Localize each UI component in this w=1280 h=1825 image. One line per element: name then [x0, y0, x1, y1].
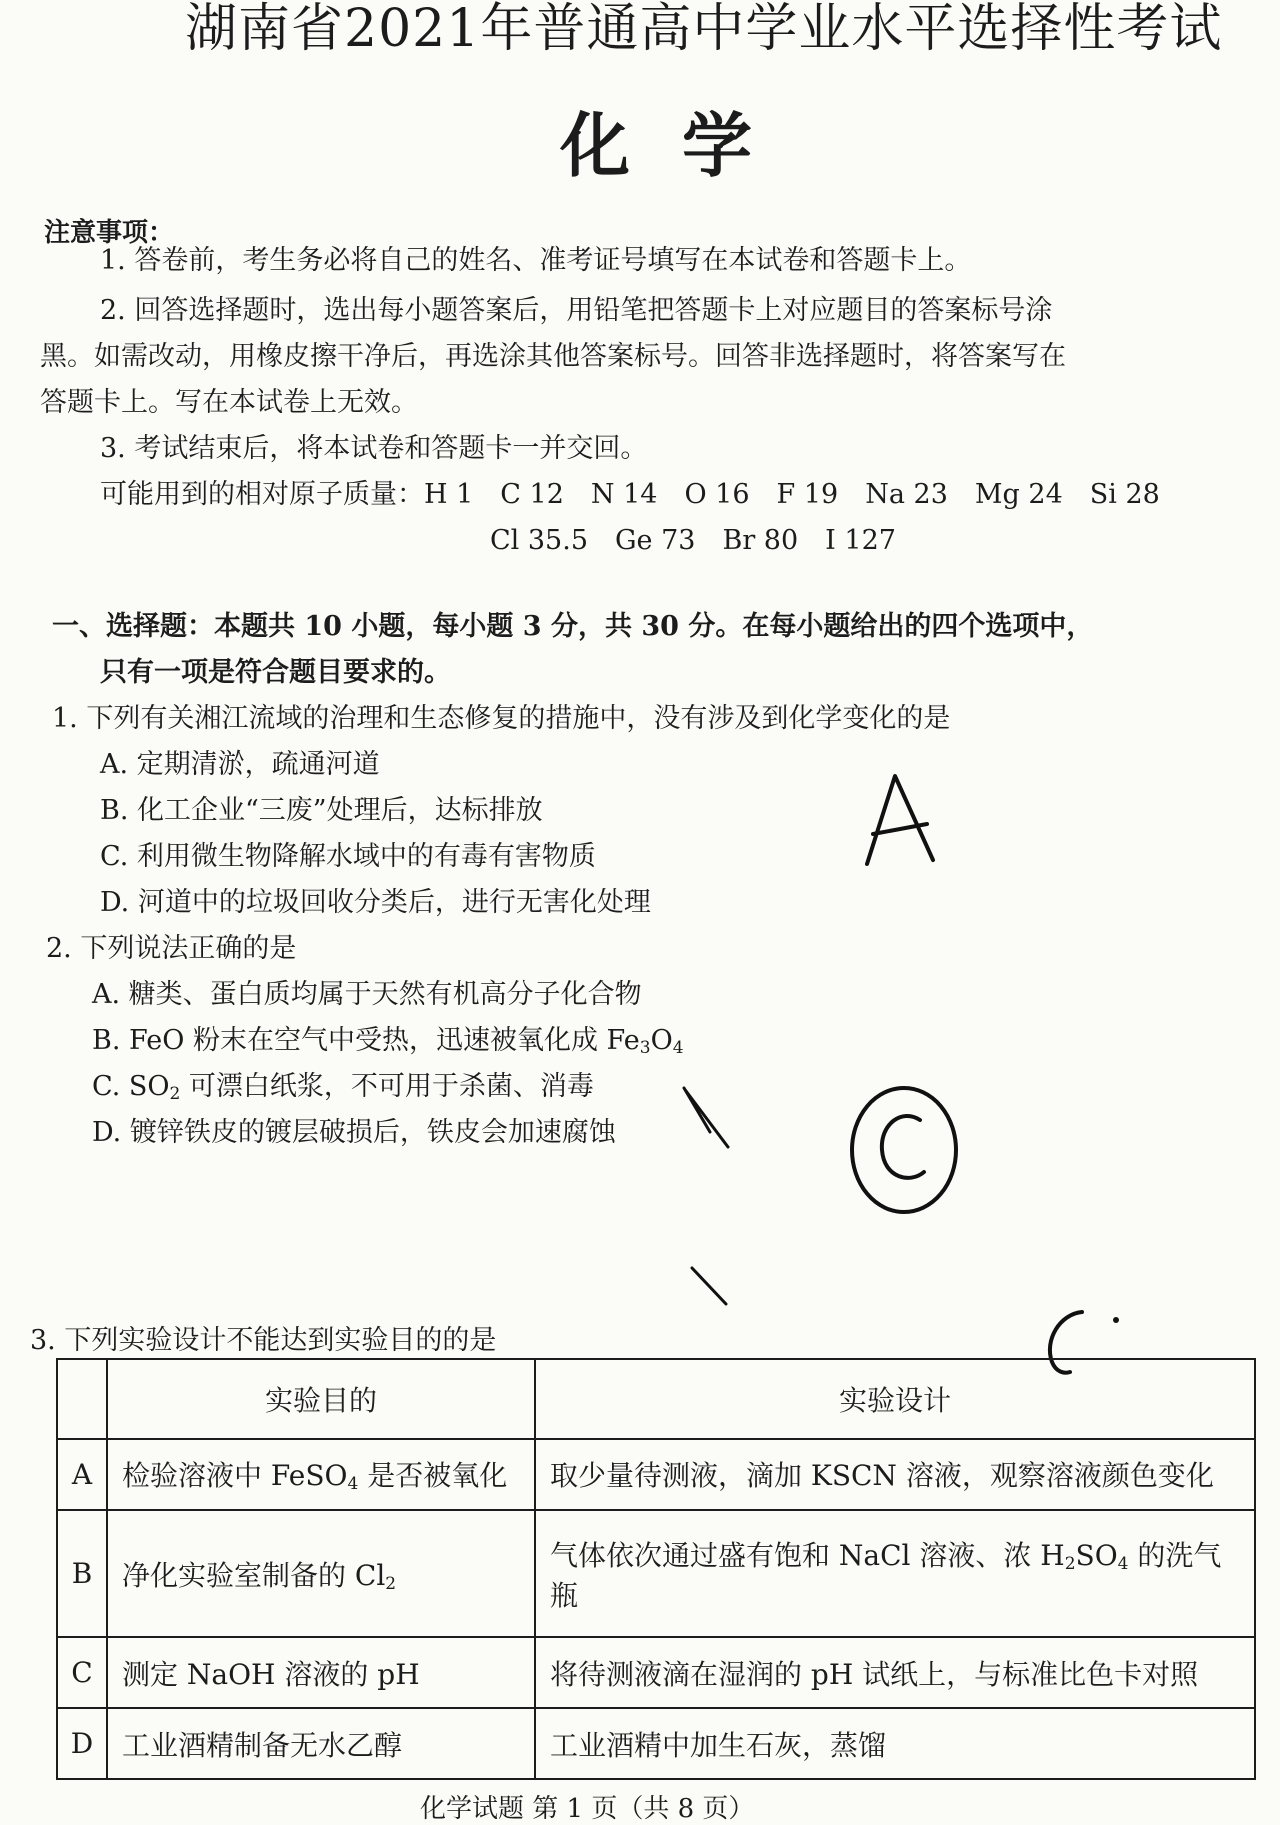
notice-heading: 注意事项： [44, 218, 175, 248]
experiment-table [56, 1358, 1256, 1780]
q1-option-a: A. 定期清淤，疏通河道 [100, 749, 380, 780]
row-key: D [57, 1708, 107, 1779]
table-header-key [57, 1359, 107, 1439]
exam-title: 湖南省2021年普通高中学业水平选择性考试 [185, 0, 1223, 59]
row-design-mid: SO [1075, 1538, 1118, 1572]
handwritten-slash [686, 1262, 736, 1312]
q2-option-c-pre: C. SO [92, 1071, 170, 1102]
notice-item-2-line-1: 2. 回答选择题时，选出每小题答案后，用铅笔把答题卡上对应题目的答案标号涂 [100, 295, 1053, 326]
table-row [57, 1708, 1255, 1779]
q2-option-b-mid: O [650, 1025, 673, 1056]
page-footer: 化学试题 第 1 页（共 8 页） [420, 1794, 755, 1824]
q2-option-b-pre: B. FeO 粉末在空气中受热，迅速被氧化成 Fe [92, 1025, 640, 1056]
handwritten-answer-a [855, 768, 965, 878]
row-design: 取少量待测液，滴加 KSCN 溶液，观察溶液颜色变化 [535, 1439, 1255, 1510]
row-purpose-sub: 4 [347, 1474, 359, 1495]
section-1-heading-line-2: 只有一项是符合题目要求的。 [100, 657, 451, 688]
q1-option-c: C. 利用微生物降解水域中的有毒有害物质 [100, 841, 596, 872]
atomic-masses-line-2: Cl 35.5 Ge 73 Br 80 I 127 [490, 525, 896, 556]
q2-option-a: A. 糖类、蛋白质均属于天然有机高分子化合物 [92, 979, 642, 1010]
row-purpose-sub: 2 [385, 1573, 397, 1594]
row-key: A [57, 1439, 107, 1510]
row-design-post: 的洗气瓶 [550, 1538, 1222, 1612]
section-1-heading-line-1: 一、选择题：本题共 10 小题，每小题 3 分，共 30 分。在每小题给出的四个选项中， [52, 611, 1094, 642]
q2-option-b-sub-2: 4 [672, 1038, 684, 1058]
q2-option-b-sub-1: 3 [639, 1038, 651, 1058]
q1-stem: 1. 下列有关湘江流域的治理和生态修复的措施中，没有涉及到化学变化的是 [52, 703, 951, 734]
table-header-row [57, 1359, 1255, 1439]
row-purpose [107, 1439, 535, 1510]
q2-option-b [92, 1018, 684, 1058]
row-design: 将待测液滴在湿润的 pH 试纸上，与标准比色卡对照 [535, 1637, 1255, 1708]
q2-option-c-post: 可漂白纸浆，不可用于杀菌、消毒 [180, 1071, 594, 1102]
q1-option-b: B. 化工企业“三废”处理后，达标排放 [100, 795, 543, 826]
row-purpose-pre: 净化实验室制备的 Cl [122, 1558, 386, 1592]
row-purpose-pre: 检验溶液中 FeSO [122, 1459, 348, 1493]
notice-item-1: 1. 答卷前，考生务必将自己的姓名、准考证号填写在本试卷和答题卡上。 [100, 245, 972, 276]
q2-option-d: D. 镀锌铁皮的镀层破损后，铁皮会加速腐蚀 [92, 1117, 616, 1148]
row-key: B [57, 1510, 107, 1638]
row-key: C [57, 1637, 107, 1708]
table-row [57, 1439, 1255, 1510]
row-purpose-post: 是否被氧化 [358, 1459, 508, 1493]
row-design-pre: 气体依次通过盛有饱和 NaCl 溶液、浓 H [550, 1538, 1065, 1572]
handwritten-stroke [680, 1085, 740, 1155]
row-design-sub-1: 2 [1064, 1553, 1076, 1574]
row-purpose: 工业酒精制备无水乙醇 [107, 1708, 535, 1779]
q1-option-d: D. 河道中的垃圾回收分类后，进行无害化处理 [100, 887, 651, 918]
row-design: 工业酒精中加生石灰，蒸馏 [535, 1708, 1255, 1779]
row-purpose: 测定 NaOH 溶液的 pH [107, 1637, 535, 1708]
table-header-purpose: 实验目的 [107, 1359, 535, 1439]
notice-item-2-line-2: 黑。如需改动，用橡皮擦干净后，再选涂其他答案标号。回答非选择题时，将答案写在 [40, 341, 1066, 372]
subject-title: 化学 [560, 104, 804, 187]
q3-stem: 3. 下列实验设计不能达到实验目的的是 [30, 1325, 497, 1356]
row-design [535, 1510, 1255, 1638]
table-row [57, 1510, 1255, 1638]
table-row [57, 1637, 1255, 1708]
q2-option-c-sub: 2 [169, 1084, 181, 1104]
notice-item-3: 3. 考试结束后，将本试卷和答题卡一并交回。 [100, 433, 648, 464]
table-header-design: 实验设计 [535, 1359, 1255, 1439]
atomic-masses-line-1: 可能用到的相对原子质量：H 1 C 12 N 14 O 16 F 19 Na 23 Mg 24 Si 28 [100, 479, 1160, 510]
q2-option-c [92, 1064, 594, 1104]
handwritten-answer-c-circled [840, 1080, 970, 1220]
notice-item-2-line-3: 答题卡上。写在本试卷上无效。 [40, 387, 418, 418]
row-design-sub-2: 4 [1117, 1553, 1129, 1574]
q2-stem: 2. 下列说法正确的是 [46, 933, 297, 964]
row-purpose [107, 1510, 535, 1638]
